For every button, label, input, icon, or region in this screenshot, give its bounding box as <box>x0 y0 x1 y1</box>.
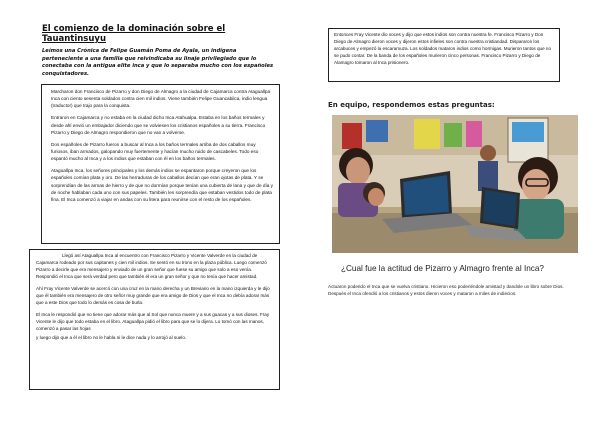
page-title: El comienzo de la dominación sobre el Tauantinsuyu <box>42 24 226 44</box>
chronicle-box-3 <box>328 28 560 82</box>
header-block <box>42 24 274 78</box>
page-subtitle: Leímos una Crónica de Felipe Guamán Poma de Ayala, un indígena perteneciente a una familia que reivindicaba su linaje privilegiado que lo conectaba con la antigua elite inca y que lo separaba mucho con los españoles conquistadores. <box>42 48 274 77</box>
chronicle-paragraph: El Inca le respondió que no tiene que adorar más que al Sol que nunca muere y a sus guacas y a sus dioses. Fray Vicente le dijo que todo estaba en el libro. Ataguallpa pidió el libro para que se lo dijera. Lo tomó con las manos, comenzó a pasar las hojas <box>36 311 270 331</box>
chronicle-paragraph: Llegó así Ataguallpa Inca al encuentro con Francisco Pizarro y Vicente Valverde en la ciudad de Cajamarca rodeado por sus capitanes y cien mil indios. Se sentó en su trono en la plaza pública. Luego comenzó Pizarro a decirle que era mensajero y enviado de un gran señor que fuese su amigo que solo a eso venía. Respondió el Inca que será verdad pero que también él era un gran señor y que no tenía que hacer amistad. <box>36 253 267 279</box>
chronicle-paragraph: Marcharon don Francisco de Pizarro y don Diego de Almagro a la ciudad de Cajamarca contra Ataguallpa Inca con ciento sesenta soldados contra cien mil indios. Viene también Felipe Guancabilca, indio lengua (traductor) que trajo para la conquista. <box>51 89 271 109</box>
chronicle-paragraph: y luego dijo que a él el libro no le habla ni le dice nada y lo arrojó al suelo. <box>36 334 187 340</box>
chronicle-paragraph: Ataguallpa Inca, los señores principales y los demás indios se espantaron porque creyeron que los españoles comían plata y oro. De las herraduras de los caballos decían que eran ojotas de plata. Y se sorprendían de las armas de hierro y de que no dormían porque tenían una cubierta de lana y que de día y de noche hablaban cada uno con sus papeles. También les sorprendía que estaban vestidos todo de plata fina. El Inca comenzó a viajar en andas con su litera para reunirse con el resto de los españoles. <box>51 168 274 202</box>
chronicle-paragraph: Entraron en Cajamarca y no estaba en la ciudad dicho Inca Atahualpa. Estaba en los baños termales y desde ahí envió un embajador diciendo que se volviesen los cristianos españoles a su tierra. Francisco Pizarro y Diego de Almagro respondieron que no van a volverse. <box>51 115 266 135</box>
chronicle-paragraph: Ahí Fray Vicente Valverde se acercó con una cruz en la mano derecha y un Breviario en la mano izquierda y le dijo que él también era mensajero de otro señor muy grande que era amigo de Dios y que el Inca no debía adorar más que a este Dios que todo lo demás es cosa de burla. <box>36 285 270 305</box>
chronicle-paragraph: Dos españoles de Pizarro fueron a buscar al Inca a los baños termales arriba de dos caballos muy furiosos, iban armados, galopando muy fuertemente y hacían mucho ruido de cascabeles. Todo eso espantó mucho al Inca y a los indios que estaban con él en los baños termales. <box>51 141 259 162</box>
chronicle-paragraph: Entonces Fray Vicente dio voces y dijo que estos indios son contra nuestra fe. Francisco Pizarro y Don Diego de Almagro dieron voces y dijeron estos infieles son contra nuestra cristiandad. Dispararon los arcabuces y empezó la escaramuza. Los soldados mataron indios como hormigas. Murieron tantos que no se pudo contar. De la banda de los españoles murieron cinco personas. Francisco Pizarro y Diego de Alamagro tomaron al Inca prisionero. <box>334 32 552 65</box>
chronicle-box-2 <box>29 249 280 390</box>
chronicle-box-1 <box>41 84 280 244</box>
question-text: ¿Cual fue la actitud de Pizarro y Almagro frente al Inca? <box>341 264 544 273</box>
section-heading: En equipo, respondemos estas preguntas: <box>328 101 495 109</box>
classroom-photo <box>332 115 578 253</box>
answer-text: Actuaron poderido el Inca que se vuelva cristiano. Hicieron eso poderiéndole amistad y dandole un libro sobre Dios. Después el Inca ofendió a los cristianos y estos dieron voces y mataron a miles de indiecios. <box>328 284 564 296</box>
